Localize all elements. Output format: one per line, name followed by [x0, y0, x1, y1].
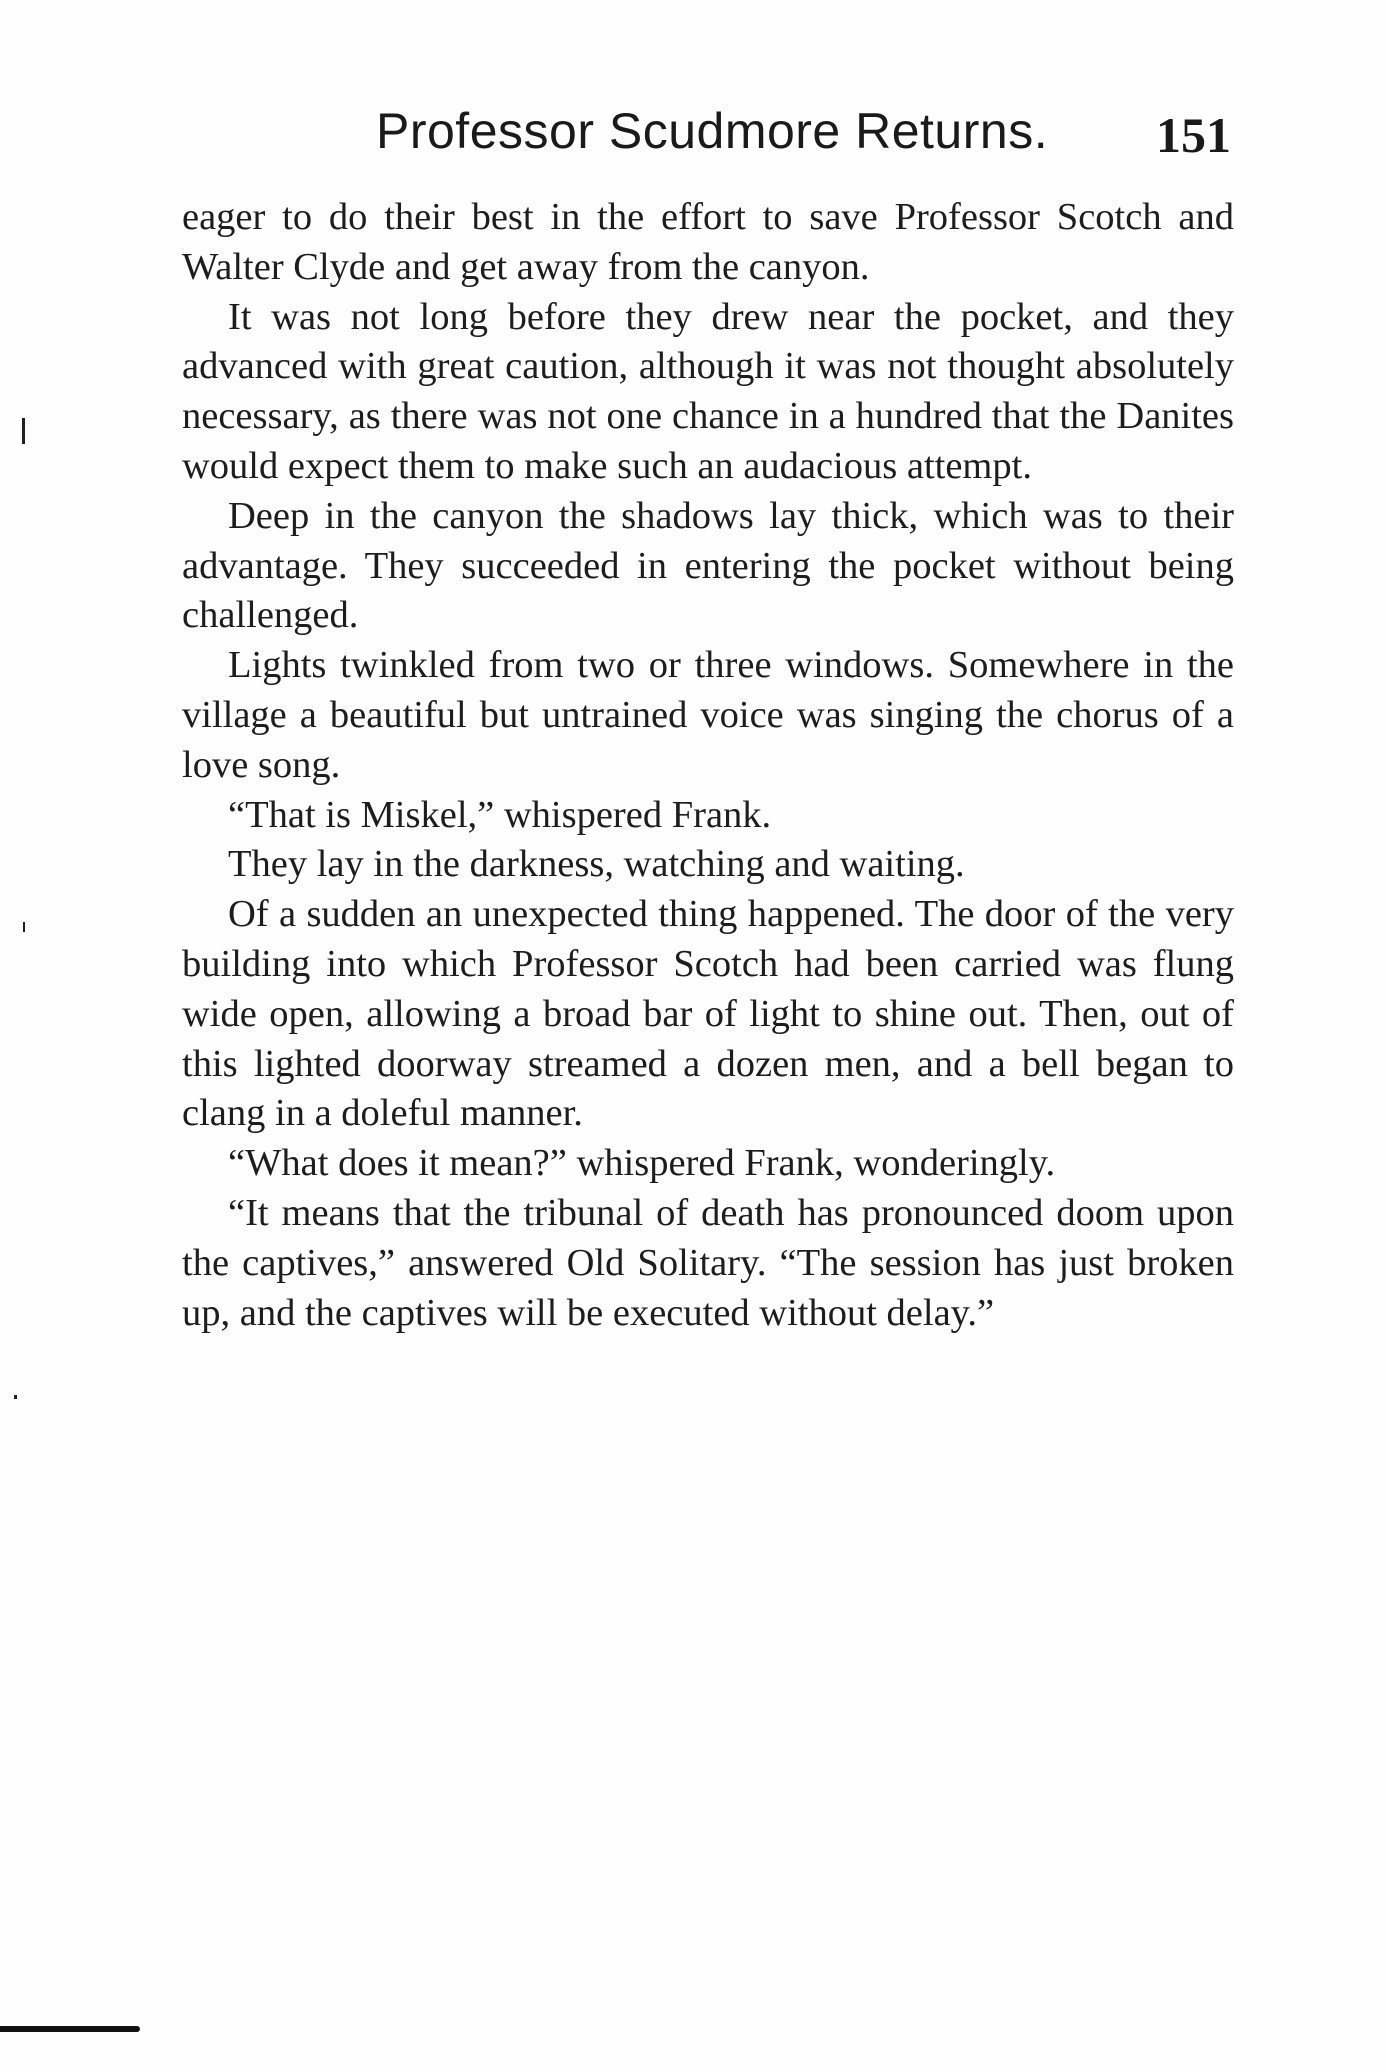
paragraph: It was not long before they drew near the pocket, and they advanced with great caution, although it was not thought absolutely necessary, as there was not one chance in a hundred that the Danites would expect them to make such an audacious attempt. — [182, 295, 1234, 487]
paragraph: Of a sudden an unexpected thing happened. The door of the very building into which Professor Scotch had been carried was flung wide open, allowing a broad bar of light to shine out. Then, out of this lighted doorway streamed a dozen men, and a bell began to clang in a doleful manner. — [182, 893, 1234, 1135]
paragraph: Lights twinkled from two or three windows. Somewhere in the village a beautiful but untrained voice was singing the chorus of a love song. — [182, 644, 1234, 786]
paragraph: They lay in the darkness, watching and waiting. — [228, 843, 965, 886]
running-title: Professor Scudmore Returns. — [376, 103, 1049, 159]
paragraph: Deep in the canyon the shadows lay thick, which was to their advantage. They succeeded in entering the pocket without being challenged. — [182, 494, 1234, 637]
running-head — [0, 102, 1386, 172]
page-number: 151 — [1156, 107, 1231, 163]
margin-mark — [22, 418, 25, 444]
margin-mark — [23, 922, 25, 932]
paragraph-continuation: eager to do their best in the effort to save Professor Scotch and Walter Clyde and get away from the canyon. — [182, 196, 1234, 288]
paragraph: “That is Miskel,” whispered Frank. — [228, 793, 772, 836]
paragraph: “What does it mean?” whispered Frank, wonderingly. — [228, 1142, 1056, 1185]
body-text — [182, 193, 1234, 1338]
scan-edge-bar — [0, 2026, 140, 2032]
margin-mark — [14, 1395, 17, 1399]
paragraph: “It means that the tribunal of death has pronounced doom upon the captives,” answered Old Solitary. “The session has just broken up, and the captives will be executed without delay.” — [182, 1191, 1234, 1334]
